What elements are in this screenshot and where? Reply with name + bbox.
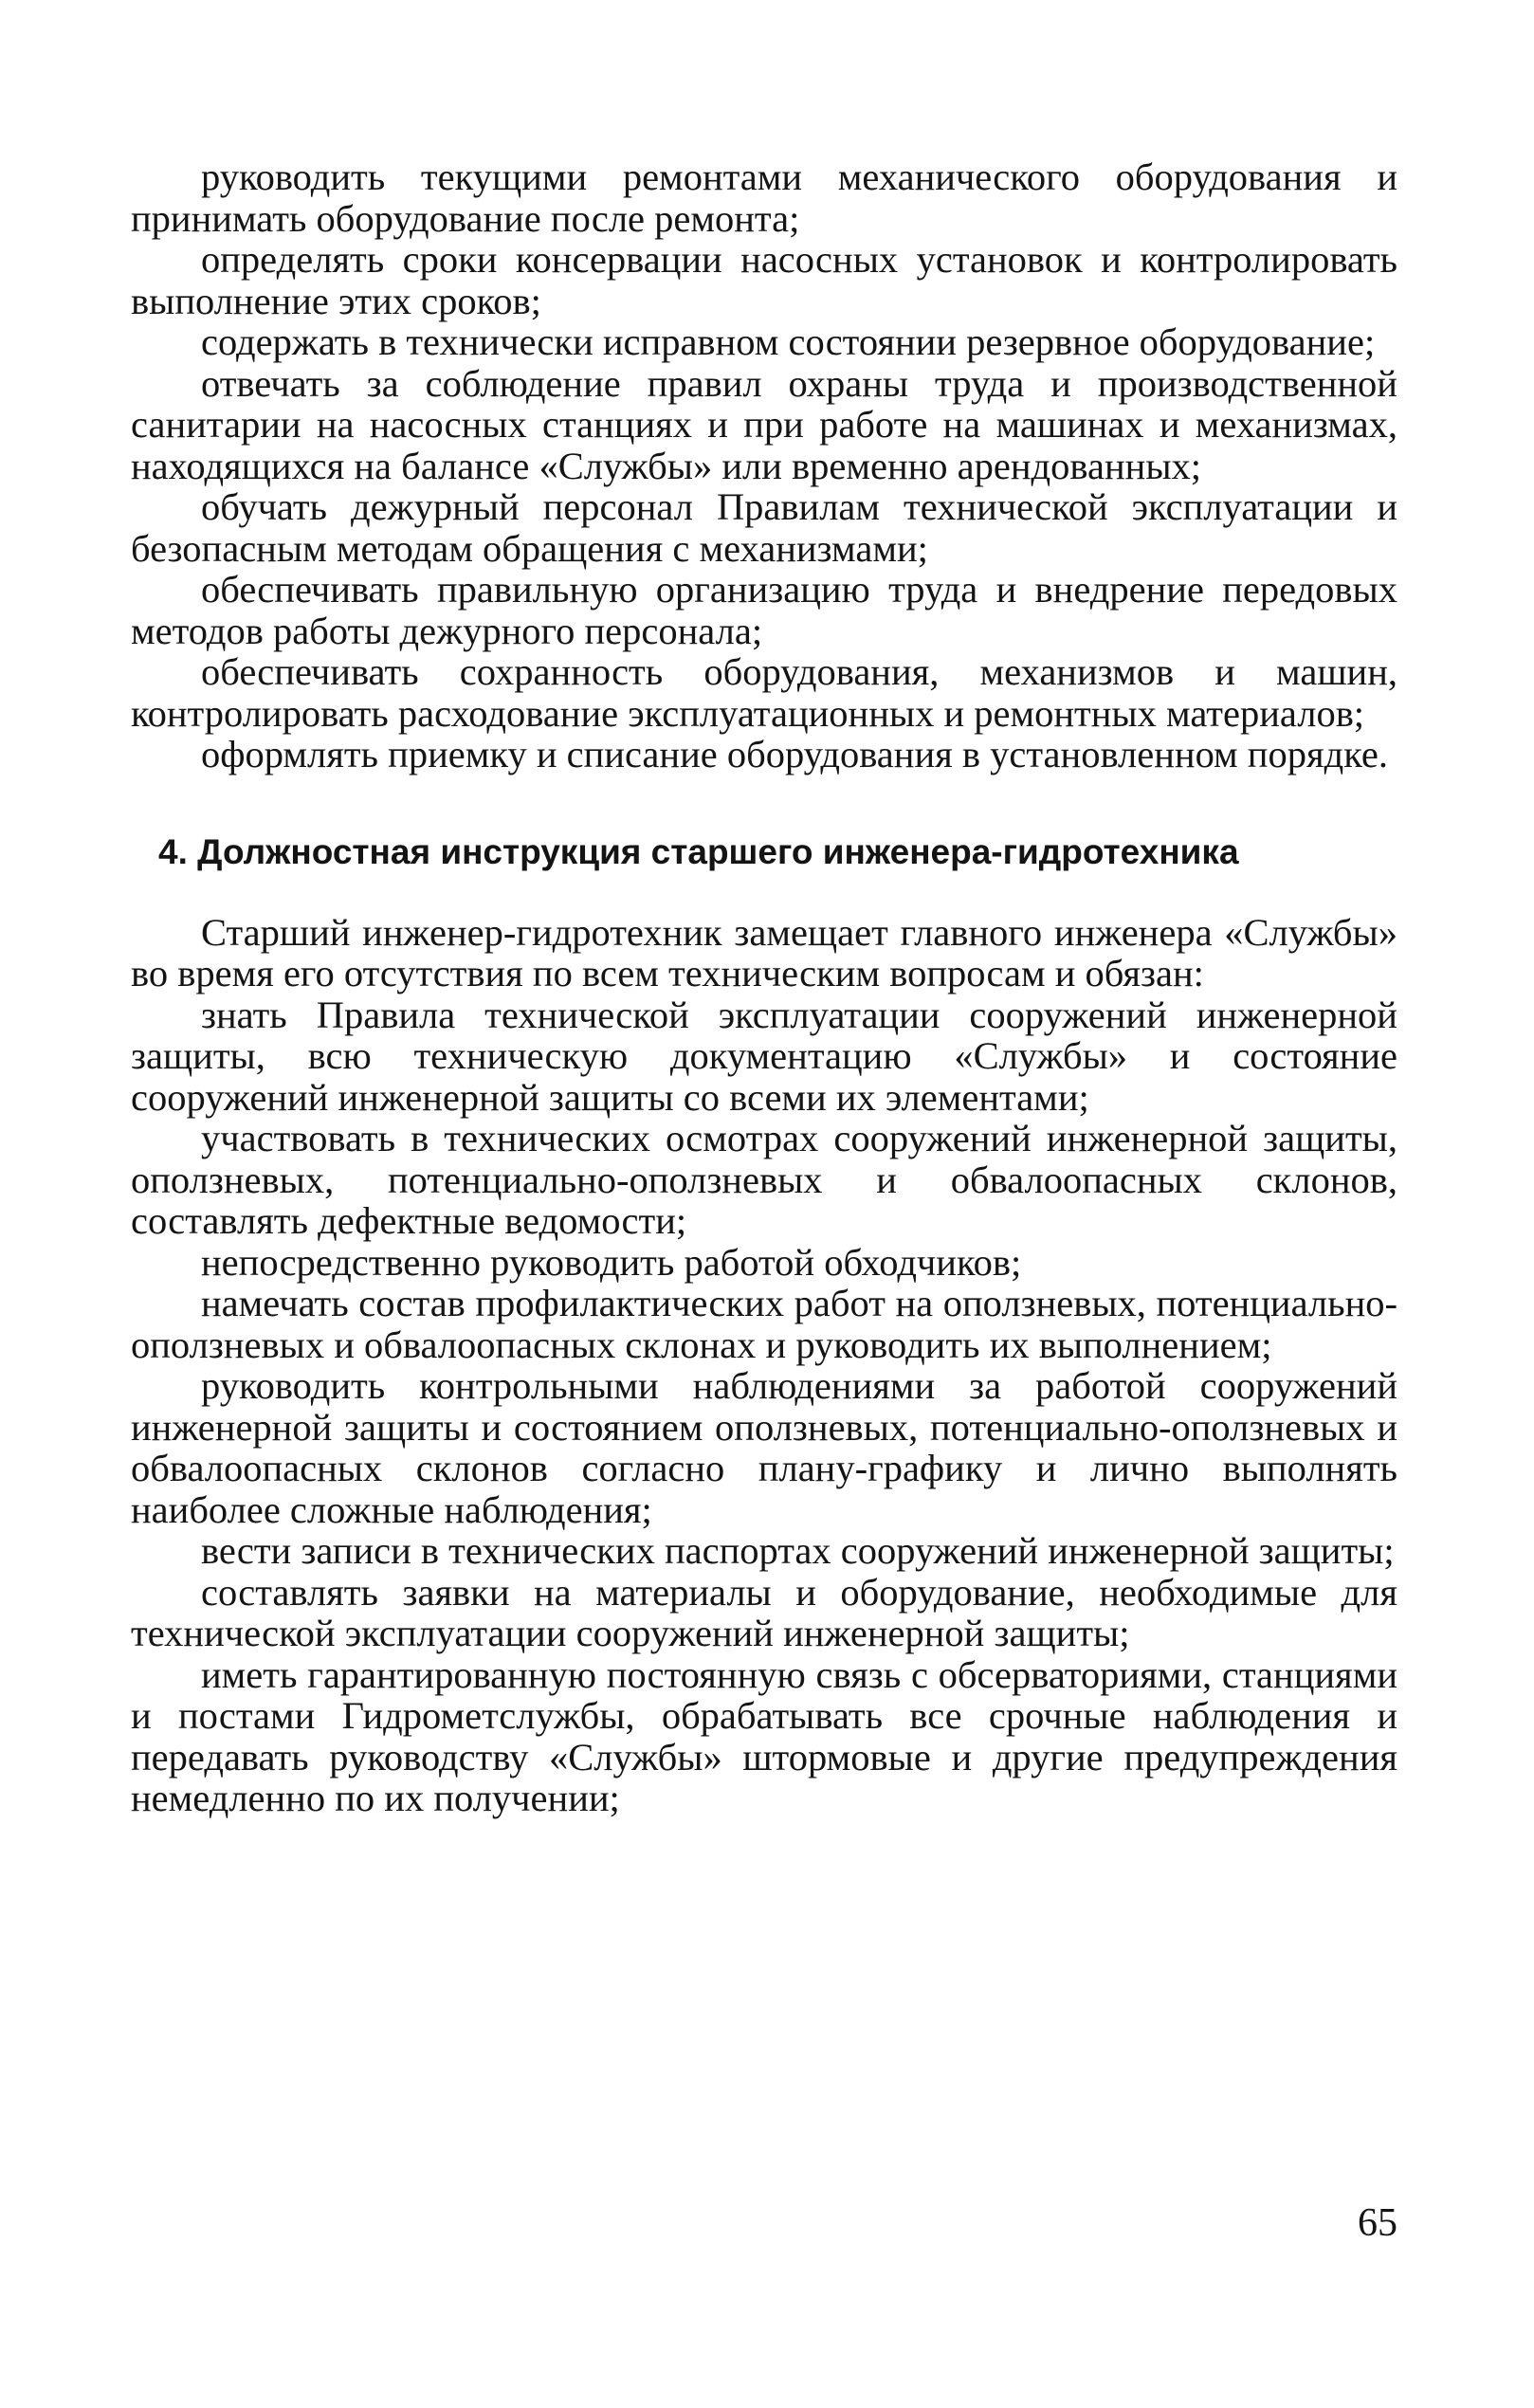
section-heading: 4. Должностная инструкция старшего инженера-гидротехника (158, 831, 1239, 871)
paragraph: вести записи в технических паспортах сооружений инженерной защиты; (201, 1529, 1395, 1572)
paragraph: иметь гарантированную постоянную связь с обсерваториями, станциями и постами Гидрометслужбы, обрабатывать все срочные наблюдения и передавать руководству «Службы» штормовые и другие предупреждения немедленно по их получении; (131, 1652, 1397, 1819)
page-body (131, 156, 1397, 1819)
paragraph: определять сроки консервации насосных установок и контролировать выполнение этих сроков; (131, 238, 1397, 322)
paragraph: участвовать в технических осмотрах сооружений инженерной защиты, оползневых, потенциально-оползневых и обвалоопасных склонов, составлять дефектные ведомости; (131, 1117, 1397, 1242)
paragraph: руководить контрольными наблюдениями за работой сооружений инженерной защиты и состоянием оползневых, потенциально-оползневых и обвалоопасных склонов согласно плану-графику и лично выполнять наиболее сложные наблюдения; (131, 1364, 1397, 1531)
paragraph: составлять заявки на материалы и оборудование, необходимые для технической эксплуатации сооружений инженерной защиты; (131, 1570, 1397, 1654)
paragraph: обеспечивать сохранность оборудования, механизмов и машин, контролировать расходование эксплуатационных и ремонтных материалов; (131, 650, 1397, 735)
duties-list-top (131, 156, 1397, 775)
paragraph: обеспечивать правильную организацию труда и внедрение передовых методов работы дежурного персонала; (131, 568, 1397, 652)
paragraph: руководить текущими ремонтами механического оборудования и принимать оборудование после ремонта; (131, 155, 1397, 240)
paragraph: содержать в технически исправном состоянии резервное оборудование; (201, 320, 1376, 363)
paragraph: Старший инженер-гидротехник замещает главного инженера «Службы» во время его отсутствия по всем техническим вопросам и обязан: (131, 910, 1397, 994)
paragraph: знать Правила технической эксплуатации сооружений инженерной защиты, всю техническую документацию «Службы» и состояние сооружений инженерной защиты со всеми их элементами; (131, 993, 1397, 1119)
paragraph: обучать дежурный персонал Правилам технической эксплуатации и безопасным методам обращения с механизмами; (131, 485, 1397, 570)
paragraph: непосредственно руководить работой обходчиков; (201, 1240, 1022, 1284)
paragraph: оформлять приемку и списание оборудования в установленном порядке. (201, 733, 1388, 775)
paragraph: намечать состав профилактических работ на оползневых, потенциально-оползневых и обвалоопасных склонах и руководить их выполнением; (131, 1282, 1397, 1366)
section-job-description (131, 830, 1397, 1819)
page-number: 65 (1358, 2201, 1397, 2245)
paragraph: отвечать за соблюдение правил охраны труда и производственной санитарии на насосных станциях и при работе на машинах и механизмах, находящихся на балансе «Службы» или временно арендованных; (131, 361, 1397, 487)
